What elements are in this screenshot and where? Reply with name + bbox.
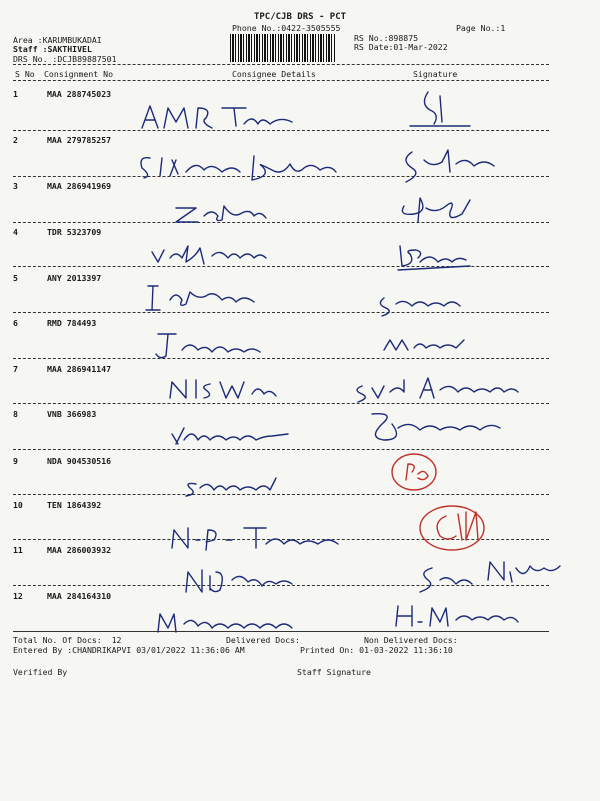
handwritten-name <box>146 286 254 310</box>
row-sno: 8 <box>13 409 18 419</box>
row-divider <box>13 403 549 404</box>
rs-number-field: RS No.:898875 <box>354 33 419 43</box>
row-divider <box>13 266 549 267</box>
column-consignment: Consignment No <box>44 69 114 79</box>
row-sno: 5 <box>13 273 18 283</box>
stamp-mark <box>406 464 428 480</box>
handwritten-signature <box>402 198 470 222</box>
row-sno: 1 <box>13 89 18 99</box>
handwritten-name <box>156 334 260 358</box>
handwritten-name <box>158 614 292 632</box>
row-divider <box>13 494 549 495</box>
delivered-docs: Delivered Docs: <box>226 635 300 645</box>
handwritten-signature <box>357 378 518 402</box>
row-consignment: MAA 286003932 <box>47 545 112 555</box>
row-divider <box>13 358 549 359</box>
handwritten-name <box>186 570 292 592</box>
printed-on: Printed On: 01-03-2022 11:36:10 <box>300 645 453 655</box>
phone-number: Phone No.:0422-3505555 <box>232 23 341 33</box>
column-signature: Signature <box>413 69 458 79</box>
handwritten-name <box>172 428 288 444</box>
row-divider <box>13 312 549 313</box>
document-title: TPC/CJB DRS - PCT <box>253 12 347 22</box>
row-consignment: ANY 2013397 <box>47 273 102 283</box>
row-consignment: MAA 279785257 <box>47 135 112 145</box>
handwritten-name <box>152 246 266 264</box>
row-sno: 2 <box>13 135 18 145</box>
staff-signature-label: Staff Signature <box>297 667 371 677</box>
area-field: Area :KARUMBUKADAI <box>13 35 102 45</box>
column-consignee: Consignee Details <box>232 69 316 79</box>
row-consignment: TEN 1864392 <box>47 500 102 510</box>
row-consignment: MAA 286941969 <box>47 181 112 191</box>
row-sno: 9 <box>13 456 18 466</box>
handwritten-signature <box>372 414 500 440</box>
row-consignment: MAA 284164310 <box>47 591 112 601</box>
verified-by: Verified By <box>13 667 68 677</box>
handwritten-name <box>176 206 266 222</box>
row-sno: 10 <box>13 500 23 510</box>
row-divider <box>13 449 549 450</box>
row-consignment: MAA 288745023 <box>47 89 112 99</box>
non-delivered-docs: Non Delivered Docs: <box>364 635 458 645</box>
column-divider <box>13 80 549 81</box>
row-consignment: NDA 904530516 <box>47 456 112 466</box>
red-stamp <box>392 454 436 490</box>
row-sno: 3 <box>13 181 18 191</box>
handwritten-signature <box>396 606 518 626</box>
page-number: Page No.:1 <box>456 23 506 33</box>
handwritten-name <box>142 106 292 128</box>
header-divider <box>13 64 549 65</box>
stamp-mark <box>437 512 478 540</box>
entered-by: Entered By :CHANDRIKAPVI 03/01/2022 11:36:06 AM <box>13 645 245 655</box>
handwritten-signature <box>384 340 464 350</box>
drs-number-field: DRS No. :DCJB89887501 <box>13 54 117 64</box>
row-sno: 12 <box>13 591 23 601</box>
row-consignment: MAA 286941147 <box>47 364 112 374</box>
handwritten-signature <box>406 150 494 182</box>
row-consignment: RMD 784493 <box>47 318 97 328</box>
row-sno: 11 <box>13 545 23 555</box>
handwritten-signature <box>410 92 470 126</box>
barcode-image <box>230 34 336 62</box>
row-divider <box>13 539 549 540</box>
row-divider <box>13 176 549 177</box>
row-divider <box>13 585 549 586</box>
table-end-divider <box>13 631 549 632</box>
handwritten-signature <box>420 562 560 592</box>
row-divider <box>13 222 549 223</box>
rs-date-field: RS Date:01-Mar-2022 <box>354 42 448 52</box>
handwritten-signature <box>380 298 460 316</box>
row-sno: 4 <box>13 227 18 237</box>
column-sno: S No <box>15 69 35 79</box>
staff-field: Staff :SAKTHIVEL <box>13 44 92 54</box>
row-sno: 6 <box>13 318 18 328</box>
row-consignment: VNB 366983 <box>47 409 97 419</box>
row-divider <box>13 130 549 131</box>
red-stamp <box>420 506 484 550</box>
total-docs: Total No. Of Docs: 12 <box>13 635 122 645</box>
row-consignment: TDR 5323709 <box>47 227 102 237</box>
handwritten-name <box>170 380 276 398</box>
row-sno: 7 <box>13 364 18 374</box>
